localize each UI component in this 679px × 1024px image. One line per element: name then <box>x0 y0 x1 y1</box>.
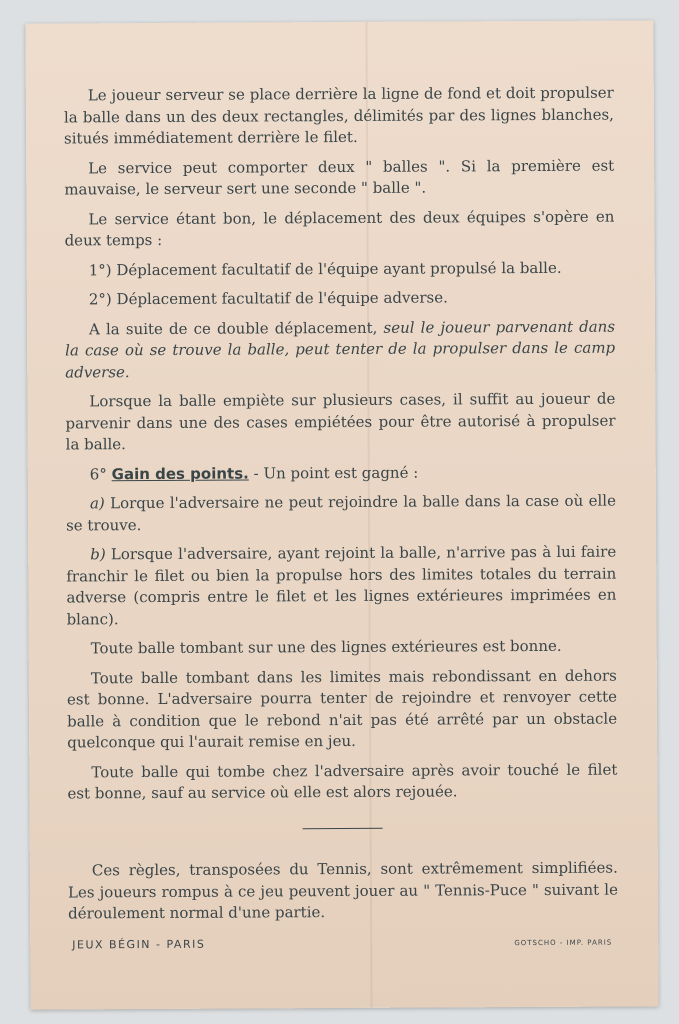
item-b <box>66 542 616 631</box>
item-a-label: a) <box>89 494 105 513</box>
ornament-divider <box>68 816 618 840</box>
paragraph-after-movement <box>65 316 615 383</box>
publisher-label: JEUX BÉGIN - PARIS <box>72 937 206 952</box>
section-number: 6° <box>89 464 107 483</box>
after-movement-plain: A la suite de ce double déplacement, <box>88 318 384 338</box>
paragraph-multiple-cases: Lorsque la balle empiète sur plusieurs cases, il suffit au joueur de parvenir dans une des cases empiétées pour être autorisé à propulser la balle. <box>65 389 616 454</box>
item-b-label: b) <box>90 545 106 564</box>
paragraph-closing: Ces règles, transposées du Tennis, sont extrêmement simplifiées. Les joueurs rompus à ce jeu peuvent jouer au " Tennis-Puce " suivant le déroulement normal d'une partie. <box>67 858 619 923</box>
rules-text <box>64 83 618 933</box>
section-heading <box>66 461 616 485</box>
paragraph-step-2: 2°) Déplacement facultatif de l'équipe adverse. <box>88 288 448 309</box>
item-a-text: Lorque l'adversaire ne peut rejoindre la balle dans la case où elle se trouve. <box>66 491 616 534</box>
paragraph-net: Toute balle qui tombe chez l'adversaire après avoir touché le filet est bonne, sauf au service où elle est alors rejouée. <box>67 760 618 803</box>
paragraph-serve: Le joueur serveur se place derrière la ligne de fond et doit propulser la balle dans un des deux rectangles, délimités par des lignes blanches, situés immédiatement derrière le filet. <box>63 83 614 148</box>
footer <box>72 936 613 952</box>
printer-label: GOTSCHO - IMP. PARIS <box>514 938 613 948</box>
paragraph-service-balls: Le service peut comporter deux " balles ". Si la première est mauvaise, le serveur sert une seconde " balle ". <box>64 156 615 199</box>
section-intro: - Un point est gagné : <box>253 463 419 482</box>
paragraph-step-1: 1°) Déplacement facultatif de l'équipe ayant propulsé la balle. <box>88 258 562 279</box>
item-a <box>66 491 616 537</box>
rules-sheet <box>25 20 658 1009</box>
section-title: Gain des points. <box>111 463 249 483</box>
paragraph-line-ball: Toute balle tombant sur une des lignes extérieures est bonne. <box>90 636 562 658</box>
item-b-text: Lorsque l'adversaire, ayant rejoint la balle, n'arrive pas à lui faire franchir le filet ou bien la propulse hors des limites totales du terrain adverse (compris entre le filet et les lignes extérieures imprimées en blanc). <box>66 542 617 628</box>
after-movement-italic: seul le joueur parvenant dans la case où se trouve la balle, peut tenter de la propulser dans le camp adverse. <box>65 317 616 381</box>
paragraph-movement: Le service étant bon, le déplacement des deux équipes s'opère en deux temps : <box>64 207 615 250</box>
paragraph-rebound: Toute balle tombant dans les limites mais rebondissant en dehors est bonne. L'adversaire pourra tenter de rejoindre et renvoyer cette balle à condition que le rebond n'ait pas été arrêté par un obstacle quelconque qui l'aurait remise en jeu. <box>66 666 618 752</box>
